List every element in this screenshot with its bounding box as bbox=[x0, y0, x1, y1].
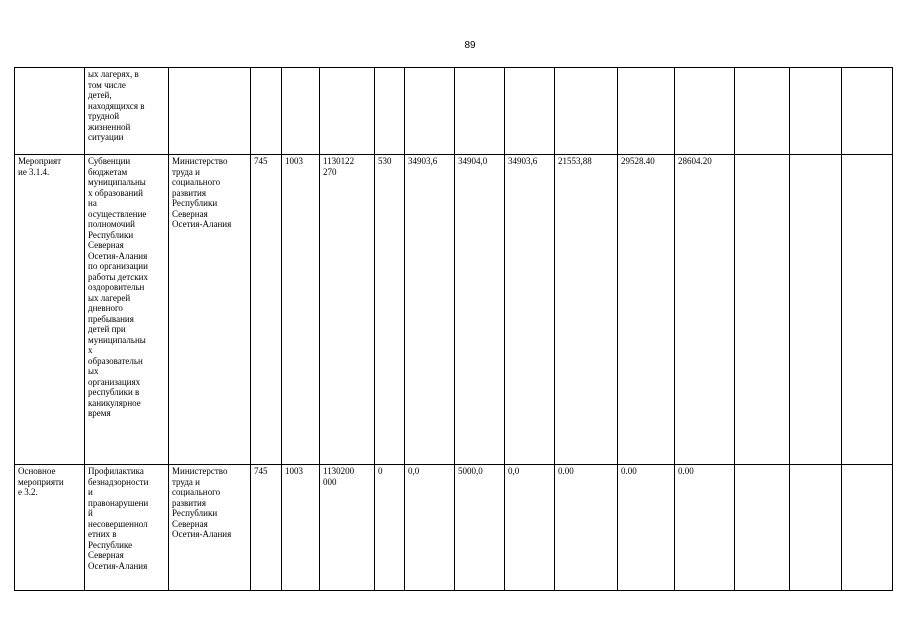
table-cell-amount bbox=[842, 68, 893, 155]
table-cell-description: ых лагерях, в том числе детей, находящихся в трудной жизненной ситуации bbox=[85, 68, 169, 155]
table-cell-executor: Министерство труда и социального развития Республики Северная Осетия-Алания bbox=[169, 155, 251, 465]
table-cell-amount bbox=[735, 465, 790, 591]
table-cell-amount: 5000,0 bbox=[455, 465, 505, 591]
table-cell-amount bbox=[735, 68, 790, 155]
table-cell-amount: 34903,6 bbox=[405, 155, 455, 465]
table-cell-expense-type bbox=[375, 68, 405, 155]
table-cell-executor: Министерство труда и социального развития Республики Северная Осетия-Алания bbox=[169, 465, 251, 591]
table-cell-amount: 0.00 bbox=[618, 465, 675, 591]
table-cell-activity: Мероприят ие 3.1.4. bbox=[15, 155, 85, 465]
table-cell-target-article bbox=[320, 68, 375, 155]
table-cell-section: 1003 bbox=[282, 465, 320, 591]
table-cell-target-article: 1130200 000 bbox=[320, 465, 375, 591]
budget-table bbox=[14, 67, 893, 591]
table-cell-executor bbox=[169, 68, 251, 155]
table-cell-amount: 0.00 bbox=[675, 465, 735, 591]
table-cell-description: Субвенции бюджетам муниципальны х образований на осуществление полномочий Республики Северная Осетия-Алания по организации работы детских оздоровительн ых лагерей дневного пребывания детей при муниципальны х образовательн ых организациях республики в каникулярное время bbox=[85, 155, 169, 465]
table-row bbox=[15, 465, 893, 591]
table-cell-target-article: 1130122 270 bbox=[320, 155, 375, 465]
table-cell-activity: Основное мероприяти е 3.2. bbox=[15, 465, 85, 591]
table-cell-amount bbox=[790, 68, 842, 155]
table-cell-amount bbox=[842, 465, 893, 591]
table-cell-amount bbox=[618, 68, 675, 155]
table-cell-description: Профилактика безнадзорности и правонарушени й несовершеннол етних в Республике Северная Осетия-Алания bbox=[85, 465, 169, 591]
page-number: 89 bbox=[464, 40, 476, 51]
table-cell-amount bbox=[555, 68, 618, 155]
table-cell-amount: 0,0 bbox=[405, 465, 455, 591]
table-row bbox=[15, 68, 893, 155]
table-cell-amount: 28604.20 bbox=[675, 155, 735, 465]
table-cell-expense-type: 530 bbox=[375, 155, 405, 465]
table-cell-amount bbox=[735, 155, 790, 465]
table-cell-amount bbox=[505, 68, 555, 155]
table-cell-amount: 34904,0 bbox=[455, 155, 505, 465]
table-row bbox=[15, 155, 893, 465]
table-cell-amount: 0.00 bbox=[555, 465, 618, 591]
table-cell-amount: 0,0 bbox=[505, 465, 555, 591]
table-cell-grbs bbox=[251, 68, 282, 155]
table-cell-amount bbox=[455, 68, 505, 155]
table-cell-expense-type: 0 bbox=[375, 465, 405, 591]
table-cell-section bbox=[282, 68, 320, 155]
table-cell-amount bbox=[790, 155, 842, 465]
table-cell-section: 1003 bbox=[282, 155, 320, 465]
table-cell-amount: 29528.40 bbox=[618, 155, 675, 465]
table-cell-amount bbox=[675, 68, 735, 155]
table-cell-amount bbox=[405, 68, 455, 155]
table-cell-grbs: 745 bbox=[251, 155, 282, 465]
table-cell-amount bbox=[790, 465, 842, 591]
table-cell-amount: 34903,6 bbox=[505, 155, 555, 465]
table-cell-activity bbox=[15, 68, 85, 155]
table-cell-amount bbox=[842, 155, 893, 465]
table-cell-grbs: 745 bbox=[251, 465, 282, 591]
table-cell-amount: 21553,88 bbox=[555, 155, 618, 465]
